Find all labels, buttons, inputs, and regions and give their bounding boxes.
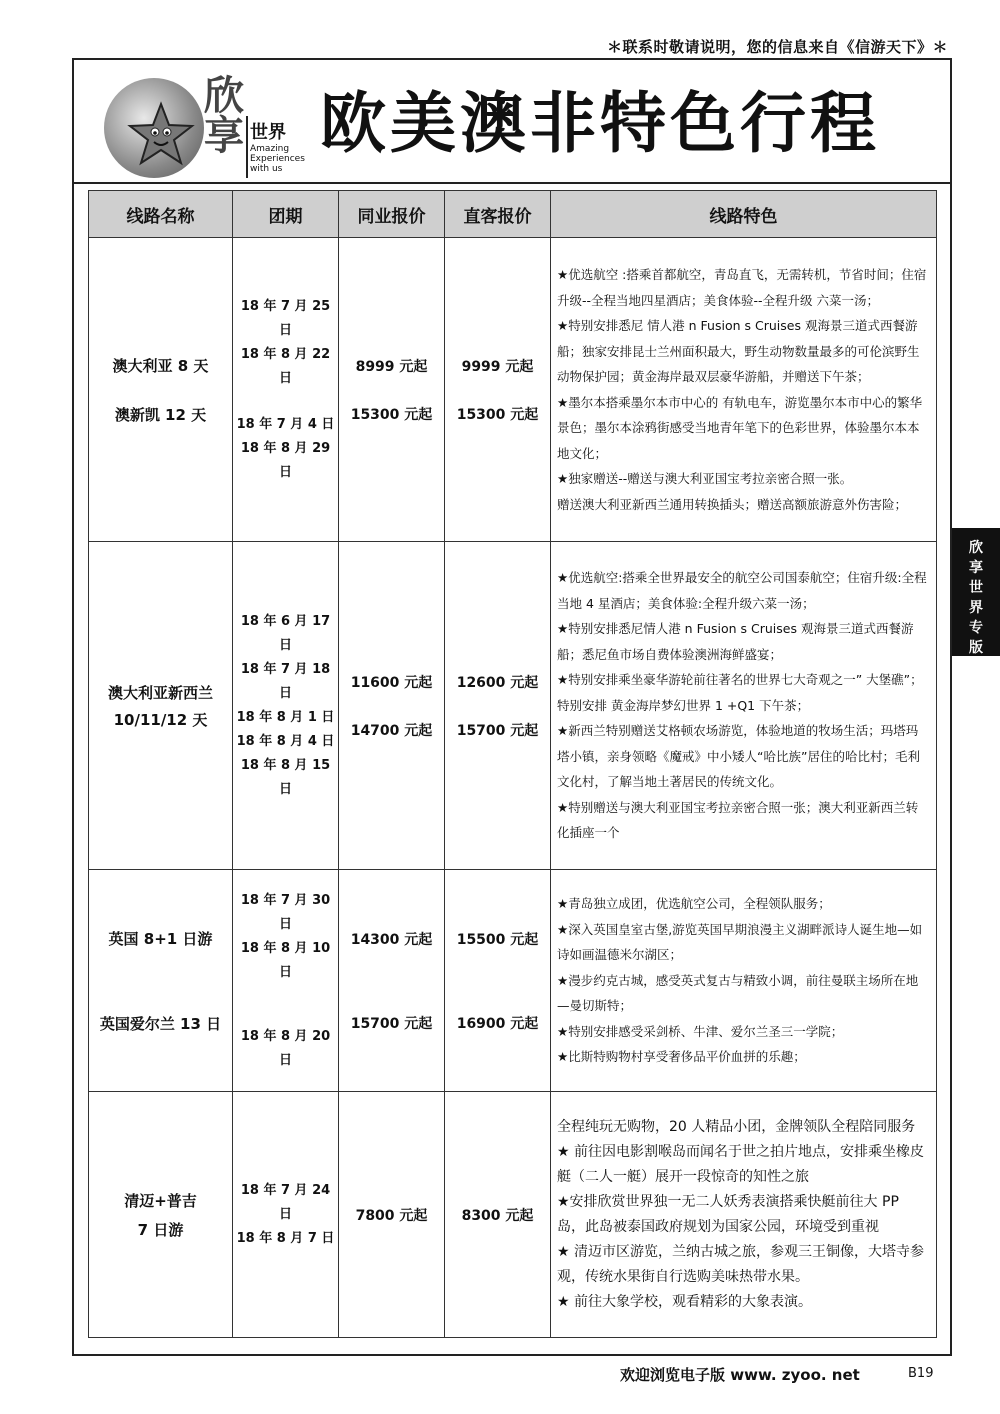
source-note: ＊联系时敬请说明，您的信息来自《信游天下》＊: [606, 38, 948, 56]
table-row: [89, 238, 937, 542]
retail-price: 15500 元起 16900 元起: [445, 870, 551, 1092]
departure-dates: 18 年 7 月 25 日 18 年 8 月 22 日 18 年 7 月 4 日 18 年 8 月 29 日: [233, 238, 339, 542]
trade-price: 11600 元起 14700 元起: [339, 542, 445, 870]
route-features: ★优选航空 :搭乘首都航空，青岛直飞，无需转机，节省时间；住宿升级--全程当地四星酒店；美食体验--全程升级 六菜一汤； ★特别安排悉尼 情人港 n Fusion s Cruises 观海景三道式西餐游船；独家安排昆士兰州面积最大，野生动物数量最多的可伦滨野生动物保护园；黄金海岸最双层豪华游船，并赠送下午茶； ★墨尔本搭乘墨尔本市中心的 有轨电车，游览墨尔本市中心的繁华景色；墨尔本涂鸦街感受当地青年笔下的色彩世界，体验墨尔本本地文化； ★独家赠送--赠送与澳大利亚国宝考拉亲密合照一张。 赠送澳大利亚新西兰通用转换插头；赠送高额旅游意外伤害险；: [551, 238, 937, 542]
route-features: 全程纯玩无购物，20 人精品小团，金牌领队全程陪同服务 ★ 前往因电影割喉岛而闻名于世之拍片地点，安排乘坐橡皮艇（二人一艇）展开一段惊奇的知性之旅 ★安排欣赏世界独一无二人妖秀表演搭乘快艇前往大 PP 岛，此岛被泰国政府规划为国家公园，环境受到重视 ★ 清迈市区游览，兰纳古城之旅，参观三王铜像，大塔寺参观，传统水果街自行选购美味热带水果。 ★ 前往大象学校，观看精彩的大象表演。: [551, 1092, 937, 1338]
table-row: [89, 870, 937, 1092]
table-header-row: [89, 191, 937, 238]
route-name: 澳大利亚 8 天 澳新凯 12 天: [89, 238, 233, 542]
departure-dates: 18 年 6 月 17 日 18 年 7 月 18 日 18 年 8 月 1 日 18 年 8 月 4 日 18 年 8 月 15 日: [233, 542, 339, 870]
route-features: ★青岛独立成团，优选航空公司，全程领队服务； ★深入英国皇室古堡,游览英国早期浪漫主义湖畔派诗人诞生地—如诗如画温德米尔湖区； ★漫步约克古城，感受英式复古与精致小调，前往曼联主场所在地—曼切斯特； ★特别安排感受采剑桥、牛津、爱尔兰圣三一学院； ★比斯特购物村享受奢侈品平价血拼的乐趣；: [551, 870, 937, 1092]
edition-side-tab: 欣 享 世 界 专 版: [952, 528, 1000, 656]
col-retail-price: 直客报价: [445, 191, 551, 238]
col-trade-price: 同业报价: [339, 191, 445, 238]
trade-price: 8999 元起 15300 元起: [339, 238, 445, 542]
logo-calligraphy: 欣享: [204, 72, 244, 159]
page-number: B19: [908, 1366, 934, 1381]
departure-dates: 18 年 7 月 24 日 18 年 8 月 7 日: [233, 1092, 339, 1338]
col-route-name: 线路名称: [89, 191, 233, 238]
retail-price: 9999 元起 15300 元起: [445, 238, 551, 542]
footer-welcome-link[interactable]: 欢迎浏览电子版 www. zyoo. net: [620, 1366, 860, 1384]
route-features: ★优选航空:搭乘全世界最安全的航空公司国泰航空；住宿升级:全程当地 4 星酒店；美食体验:全程升级六菜一汤； ★特别安排悉尼情人港 n Fusion s Cruises 观海景三道式西餐游船；悉尼鱼市场自费体验澳洲海鲜盛宴； ★特别安排乘坐豪华游轮前往著名的世界七大奇观之一” 大堡礁”；特别安排 黄金海岸梦幻世界 1 +Q1 下午茶； ★新西兰特别赠送艾格顿农场游览，体验地道的牧场生活；玛塔玛塔小镇，亲身领略《魔戒》中小矮人“哈比族”居住的哈比村；毛利文化村，了解当地土著居民的传统文化。 ★特别赠送与澳大利亚国宝考拉亲密合照一张；澳大利亚新西兰转化插座一个: [551, 542, 937, 870]
trade-price: 7800 元起: [339, 1092, 445, 1338]
retail-price: 8300 元起: [445, 1092, 551, 1338]
retail-price: 12600 元起 15700 元起: [445, 542, 551, 870]
logo-divider: [246, 116, 248, 178]
page-title: 欧美澳非特色行程: [320, 85, 880, 162]
title-divider: [72, 182, 952, 184]
logo-english: Amazing Experiences with us: [250, 144, 305, 174]
route-name: 澳大利亚新西兰 10/11/12 天: [89, 542, 233, 870]
trade-price: 14300 元起 15700 元起: [339, 870, 445, 1092]
col-features: 线路特色: [551, 191, 937, 238]
table-row: [89, 542, 937, 870]
col-dates: 团期: [233, 191, 339, 238]
logo-world-text: 世界: [250, 122, 286, 143]
departure-dates: 18 年 7 月 30 日 18 年 8 月 10 日 18 年 8 月 20 日: [233, 870, 339, 1092]
routes-table: [88, 190, 937, 1338]
star-mascot-icon: [126, 100, 196, 170]
route-name: 清迈+普吉 7 日游: [89, 1092, 233, 1338]
route-name: 英国 8+1 日游 英国爱尔兰 13 日: [89, 870, 233, 1092]
brand-logo: [104, 70, 304, 182]
table-row: [89, 1092, 937, 1338]
